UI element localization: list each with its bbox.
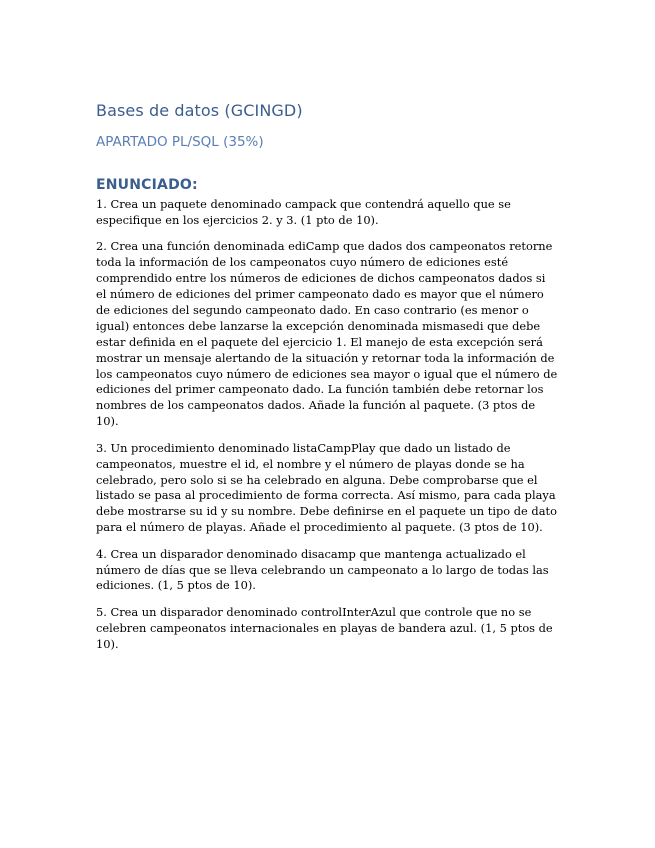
statement-body xyxy=(96,197,558,663)
exercise-paragraph-4: 4. Crea un disparador denominado disacamp que mantenga actualizado el número de días que se lleva celebrando un campeonato a lo largo de todas las ediciones. (1, 5 ptos de 10). xyxy=(96,546,549,593)
exercise-paragraph-2: 2. Crea una función denominada ediCamp que dados dos campeonatos retorne toda la información de los campeonatos cuyo número de ediciones esté comprendido entre los números de ediciones de dichos campeonatos dados si el número de ediciones del primer campeonato dado es mayor que el número de ediciones del segundo campeonato dado. En caso contrario (es menor o igual) entonces debe lanzarse la excepción denominada mismasedi que debe estar definida en el paquete del ejercicio 1. El manejo de esta excepción será mostrar un mensaje alertando de la situación y retornar toda la información de los campeonatos cuyo número de ediciones sea mayor o igual que el número de ediciones del primer campeonato dado. La función también debe retornar los nombres de los campeonatos dados. Añade la función al paquete. (3 ptos de 10). xyxy=(96,239,558,429)
exercise-paragraph-3: 3. Un procedimiento denominado listaCampPlay que dado un listado de campeonatos, muestre el id, el nombre y el número de playas donde se ha celebrado, pero solo si se ha celebrado en alguna. Debe comprobarse que el listado se pasa al procedimiento de forma correcta. Así mismo, para cada playa debe mostrarse su id y su nombre. Debe definirse en el paquete un tipo de dato para el número de playas. Añade el procedimiento al paquete. (3 ptos de 10). xyxy=(96,440,557,535)
exercise-paragraph-5: 5. Crea un disparador denominado controlInterAzul que controle que no se celebren campeonatos internacionales en playas de bandera azul. (1, 5 ptos de 10). xyxy=(96,604,553,651)
exercise-paragraph-1: 1. Crea un paquete denominado campack que contendrá aquello que se especifique en los ejercicios 2. y 3. (1 pto de 10). xyxy=(96,197,511,227)
section-subtitle: APARTADO PL/SQL (35%) xyxy=(96,134,264,150)
statement-heading: ENUNCIADO: xyxy=(96,177,198,193)
document-title: Bases de datos (GCINGD) xyxy=(96,101,303,120)
